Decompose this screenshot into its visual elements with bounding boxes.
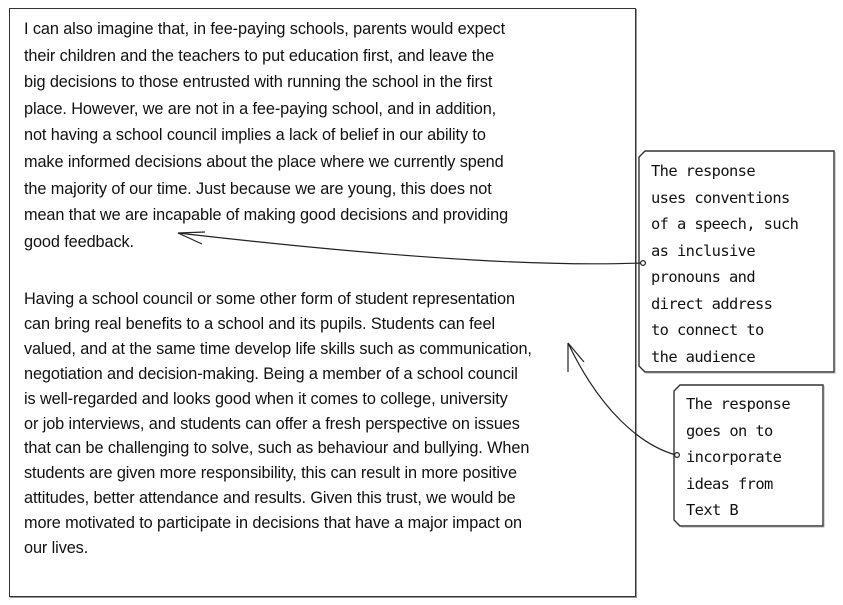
annotation-line: to connect to bbox=[651, 321, 764, 339]
text-line: or job interviews, and students can offer a fresh perspective on issues bbox=[24, 414, 520, 433]
text-line: more motivated to participate in decisions that have a major impact on bbox=[24, 514, 522, 533]
text-line: not having a school council implies a lack of belief in our ability to bbox=[24, 126, 486, 145]
paragraph-2 bbox=[24, 287, 664, 561]
annotation-callout-text-b bbox=[672, 384, 825, 528]
text-line: can bring real benefits to a school and its pupils. Students can feel bbox=[24, 314, 495, 333]
text-line: place. However, we are not in a fee-paying school, and in addition, bbox=[24, 99, 497, 118]
paragraph-1 bbox=[24, 16, 664, 255]
text-line: the majority of our time. Just because we are young, this does not bbox=[24, 179, 492, 198]
text-line: Having a school council or some other form of student representation bbox=[24, 290, 515, 308]
text-line: I can also imagine that, in fee-paying schools, parents would expect bbox=[24, 20, 506, 38]
text-line: good feedback. bbox=[24, 232, 134, 251]
text-line: our lives. bbox=[24, 539, 89, 558]
text-line: their children and the teachers to put education first, and leave the bbox=[24, 46, 495, 65]
text-line: that can be challenging to solve, such as behaviour and bullying. When bbox=[24, 439, 530, 458]
annotation-line: as inclusive bbox=[651, 241, 755, 260]
annotation-line: The response bbox=[651, 162, 755, 180]
text-line: valued, and at the same time develop life skills such as communication, bbox=[24, 339, 532, 358]
annotation-line: of a speech, such bbox=[651, 215, 799, 233]
annotation-line: incorporate bbox=[686, 448, 782, 466]
annotation-line: goes on to bbox=[686, 421, 773, 440]
annotation-line: pronouns and bbox=[651, 268, 755, 286]
text-line: attitudes, better attendance and results. Given this trust, we would be bbox=[24, 489, 516, 508]
annotation-line: Text B bbox=[686, 501, 738, 519]
annotation-line: ideas from bbox=[686, 474, 773, 493]
text-line: mean that we are incapable of making good decisions and providing bbox=[24, 206, 509, 225]
annotation-line: direct address bbox=[651, 294, 773, 313]
annotation-text bbox=[672, 384, 825, 524]
annotation-line: uses conventions bbox=[651, 188, 790, 207]
text-line: make informed decisions about the place where we currently spend bbox=[24, 152, 504, 171]
annotation-callout-speech-conventions bbox=[637, 150, 836, 374]
annotation-text bbox=[637, 150, 836, 370]
annotation-line: the audience bbox=[651, 347, 755, 366]
annotation-line: The response bbox=[686, 395, 790, 413]
text-line: negotiation and decision-making. Being a member of a school council bbox=[24, 364, 518, 383]
text-line: is well-regarded and looks good when it comes to college, university bbox=[24, 389, 508, 408]
text-line: big decisions to those entrusted with running the school in the first bbox=[24, 73, 493, 92]
text-line: students are given more responsibility, this can result in more positive bbox=[24, 464, 517, 483]
